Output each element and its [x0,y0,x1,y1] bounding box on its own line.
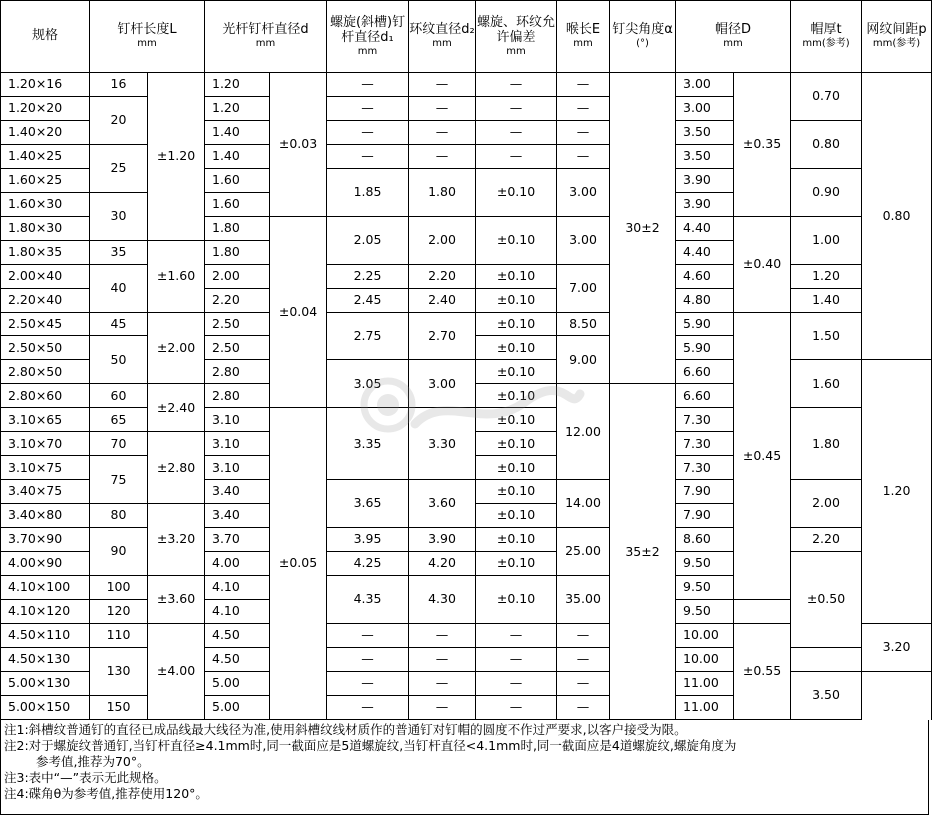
table-row [1,408,932,432]
d2-cell: — [409,695,476,719]
header-mesh-pitch: 网纹间距p mm(参考) [862,1,932,73]
length-cell: 16 [90,73,148,97]
tol-cell: — [476,647,557,671]
tol-cell: — [476,96,557,120]
d2-cell: 3.30 [409,408,476,480]
d2-cell: 2.00 [409,216,476,264]
spec-cell: 3.10×75 [1,456,90,480]
head-d-cell: 7.90 [676,480,734,504]
spec-cell: 2.20×40 [1,288,90,312]
header-spiral-diameter: 螺旋(斜槽)钉杆直径d₁ mm [327,1,409,73]
header-tip-angle: 钉尖角度α (°) [610,1,676,73]
head-d-cell: 7.30 [676,432,734,456]
d1-cell: — [327,695,409,719]
head-d-tol-cell: ±0.55 [734,623,791,719]
d-cell: 1.60 [205,192,270,216]
tol-cell: ±0.10 [476,408,557,432]
head-d-cell: 5.90 [676,336,734,360]
length-cell: 75 [90,456,148,504]
spec-cell: 1.80×30 [1,216,90,240]
length-tol-cell: ±3.20 [148,504,205,576]
d-cell: 1.40 [205,144,270,168]
d-cell: 4.10 [205,576,270,600]
length-cell: 130 [90,647,148,695]
d-cell: 3.10 [205,408,270,432]
throat-cell: 25.00 [557,528,610,576]
tol-cell: ±0.10 [476,504,557,528]
head-d-cell: 8.60 [676,528,734,552]
d2-cell: — [409,96,476,120]
head-d-cell: 9.50 [676,576,734,600]
d-cell: 4.50 [205,647,270,671]
d-cell: 4.00 [205,552,270,576]
head-d-cell: 10.00 [676,623,734,647]
throat-cell: — [557,73,610,97]
length-cell: 150 [90,695,148,719]
table-row [1,528,932,552]
spec-cell: 3.40×80 [1,504,90,528]
d2-cell: — [409,120,476,144]
d-cell: 3.40 [205,504,270,528]
d2-cell: — [409,623,476,647]
spec-cell: 3.70×90 [1,528,90,552]
head-t-cell: 1.50 [791,312,862,360]
head-d-cell: 3.90 [676,168,734,192]
head-d-cell: 3.90 [676,192,734,216]
head-t-cell: 2.00 [791,480,862,528]
d2-cell: 2.70 [409,312,476,360]
length-cell: 45 [90,312,148,336]
tol-cell: ±0.10 [476,360,557,384]
length-cell: 40 [90,264,148,312]
head-d-tol-cell: ±0.45 [734,312,791,599]
d1-cell: — [327,671,409,695]
throat-cell: — [557,96,610,120]
d-cell: 2.20 [205,288,270,312]
tol-cell: ±0.10 [476,168,557,216]
note-2-line-1: 注2:对于螺旋纹普通钉,当钉杆直径≥4.1mm时,同一截面应是5道螺旋纹,当钉杆直径<4.1mm时,同一截面应是4道螺旋纹,螺旋角度为 [4,738,737,753]
tol-cell: ±0.10 [476,456,557,480]
head-d-cell: 4.40 [676,216,734,240]
tol-cell: ±0.10 [476,552,557,576]
length-cell: 50 [90,336,148,384]
spec-cell: 5.00×130 [1,671,90,695]
throat-cell: — [557,671,610,695]
d2-cell: 2.40 [409,288,476,312]
head-d-cell: 3.00 [676,96,734,120]
length-cell: 110 [90,623,148,647]
head-t-cell: 1.80 [791,408,862,480]
d-cell: 4.50 [205,623,270,647]
d1-cell: 3.65 [327,480,409,528]
spec-cell: 2.50×50 [1,336,90,360]
throat-cell: 35.00 [557,576,610,624]
length-tol-cell: ±2.80 [148,432,205,504]
header-ring-diameter: 环纹直径d₂ mm [409,1,476,73]
length-tol-cell: ±4.00 [148,623,205,719]
length-cell: 20 [90,96,148,144]
length-cell: 100 [90,576,148,600]
tip-angle-cell: 35±2 [610,384,676,720]
throat-cell: — [557,623,610,647]
head-d-cell: 4.80 [676,288,734,312]
throat-cell: — [557,120,610,144]
table-body [1,73,932,720]
spec-cell: 1.40×25 [1,144,90,168]
tip-angle-cell: 30±2 [610,73,676,384]
d1-cell: — [327,96,409,120]
throat-cell: — [557,695,610,719]
d1-cell: — [327,623,409,647]
header-throat: 喉长E mm [557,1,610,73]
d-cell: 2.50 [205,336,270,360]
note-1: 注1:斜槽纹普通钉的直径已成品线最大线径为准,使用斜槽纹线材质作的普通钉对钉帽的圆度不作过严要求,以客户接受为限。 [4,722,687,737]
head-d-cell: 3.50 [676,120,734,144]
head-d-cell: 9.50 [676,599,734,623]
d1-cell: 3.95 [327,528,409,552]
throat-cell: — [557,144,610,168]
length-cell: 70 [90,432,148,456]
spec-cell: 1.60×30 [1,192,90,216]
note-3: 注3:表中“—”表示无此规格。 [4,770,167,785]
d-cell: 1.20 [205,73,270,97]
head-d-cell: 3.00 [676,73,734,97]
d-cell: 1.40 [205,120,270,144]
spec-cell: 5.00×150 [1,695,90,719]
mesh-p-cell: 0.80 [862,73,932,360]
length-cell: 25 [90,144,148,192]
note-2 [4,738,925,770]
head-d-cell: 6.60 [676,360,734,384]
notes-section [0,720,929,815]
d1-cell: — [327,647,409,671]
length-cell: 80 [90,504,148,528]
head-d-cell: 7.90 [676,504,734,528]
head-d-cell: 11.00 [676,695,734,719]
d-cell: 3.70 [205,528,270,552]
throat-cell: — [557,647,610,671]
length-cell: 35 [90,240,148,264]
head-t-cell: 1.60 [791,360,862,408]
d-cell: 1.80 [205,216,270,240]
spec-cell: 4.00×90 [1,552,90,576]
spec-cell: 2.50×45 [1,312,90,336]
d-cell: 5.00 [205,695,270,719]
header-length: 钉杆长度L mm [90,1,205,73]
d-cell: 5.00 [205,671,270,695]
head-t-cell: 2.20 [791,528,862,552]
head-t-cell: 1.00 [791,216,862,264]
length-cell: 90 [90,528,148,576]
d1-cell: 2.05 [327,216,409,264]
d2-cell: 4.20 [409,552,476,576]
tol-cell: — [476,73,557,97]
d-cell: 3.40 [205,480,270,504]
tol-cell: ±0.10 [476,336,557,360]
d1-cell: 3.35 [327,408,409,480]
tol-cell: ±0.10 [476,264,557,288]
head-t-cell: 0.90 [791,168,862,216]
table-row [1,264,932,288]
tol-cell: ±0.10 [476,288,557,312]
tol-cell: ±0.10 [476,576,557,624]
length-tol-cell: ±2.00 [148,312,205,384]
spec-cell: 2.80×50 [1,360,90,384]
d1-cell: 2.75 [327,312,409,360]
note-2-line-2: 参考值,推荐为70°。 [36,754,150,769]
tol-cell: — [476,671,557,695]
d-tol-cell: ±0.05 [270,408,327,720]
spec-cell: 3.40×75 [1,480,90,504]
tol-cell: — [476,144,557,168]
d1-cell: 4.35 [327,576,409,624]
d2-cell: 2.20 [409,264,476,288]
throat-cell: 12.00 [557,384,610,480]
length-cell: 65 [90,408,148,432]
d1-cell: — [327,73,409,97]
throat-cell: 14.00 [557,480,610,528]
length-cell: 120 [90,599,148,623]
head-t-cell: 1.40 [791,288,862,312]
d2-cell: — [409,73,476,97]
d-tol-cell: ±0.04 [270,216,327,408]
spec-cell: 3.10×65 [1,408,90,432]
d1-cell: — [327,144,409,168]
spec-cell: 1.80×35 [1,240,90,264]
d-cell: 1.20 [205,96,270,120]
tol-cell: ±0.10 [476,528,557,552]
head-d-cell: 10.00 [676,647,734,671]
length-tol-cell: ±3.60 [148,576,205,624]
spec-cell: 1.40×20 [1,120,90,144]
d-cell: 4.10 [205,599,270,623]
throat-cell: 8.50 [557,312,610,336]
mesh-p-cell: 1.20 [862,360,932,623]
spec-cell: 4.10×120 [1,599,90,623]
d2-cell: — [409,671,476,695]
spec-cell: 2.80×60 [1,384,90,408]
throat-cell: 7.00 [557,264,610,312]
spec-cell: 4.50×130 [1,647,90,671]
head-d-cell: 9.50 [676,552,734,576]
d2-cell: 1.80 [409,168,476,216]
d1-cell: 4.25 [327,552,409,576]
head-t-cell: 0.70 [791,73,862,121]
throat-cell: 9.00 [557,336,610,384]
spec-cell: 1.60×25 [1,168,90,192]
header-tolerance: 螺旋、环纹允许偏差 mm [476,1,557,73]
d1-cell: 2.45 [327,288,409,312]
d-cell: 3.10 [205,456,270,480]
spec-cell: 1.20×16 [1,73,90,97]
note-4: 注4:碟角θ为参考值,推荐使用120°。 [4,786,208,801]
head-d-cell: 5.90 [676,312,734,336]
head-d-tol-cell: ±0.50 [791,552,862,648]
spec-cell: 4.10×100 [1,576,90,600]
length-tol-cell: ±2.40 [148,384,205,432]
header-row [1,1,932,73]
tol-cell: — [476,120,557,144]
head-d-cell: 7.30 [676,408,734,432]
head-d-cell: 6.60 [676,384,734,408]
length-cell: 30 [90,192,148,240]
d1-cell: 2.25 [327,264,409,288]
d2-cell: 3.00 [409,360,476,408]
head-d-tol-cell: ±0.35 [734,73,791,217]
d-cell: 2.50 [205,312,270,336]
d-cell: 1.60 [205,168,270,192]
head-t-cell: 3.20 [862,623,932,671]
tol-cell: ±0.10 [476,480,557,504]
tol-cell: ±0.10 [476,384,557,408]
d2-cell: — [409,647,476,671]
d2-cell: 3.90 [409,528,476,552]
d1-cell: — [327,120,409,144]
spec-cell: 3.10×70 [1,432,90,456]
tol-cell: — [476,623,557,647]
tol-cell: ±0.10 [476,216,557,264]
head-t-cell: 0.80 [791,120,862,168]
spec-cell: 1.20×20 [1,96,90,120]
d1-cell: 1.85 [327,168,409,216]
table-row [1,647,932,671]
header-head-diameter: 帽径D mm [676,1,791,73]
d-cell: 1.80 [205,240,270,264]
d2-cell: 4.30 [409,576,476,624]
header-head-thickness: 帽厚t mm(参考) [791,1,862,73]
throat-cell: 3.00 [557,216,610,264]
d1-cell: 3.05 [327,360,409,408]
length-tol-cell: ±1.20 [148,73,205,241]
head-d-tol-cell: ±0.40 [734,216,791,312]
length-tol-cell: ±1.60 [148,240,205,312]
d-tol-cell: ±0.03 [270,73,327,217]
head-d-cell: 4.40 [676,240,734,264]
d-cell: 2.80 [205,360,270,384]
header-spec: 规格 [1,1,90,73]
d-cell: 2.00 [205,264,270,288]
head-t-cell: 3.50 [791,671,862,719]
head-d-cell: 7.30 [676,456,734,480]
tol-cell: ±0.10 [476,432,557,456]
throat-cell: 3.00 [557,168,610,216]
d-cell: 2.80 [205,384,270,408]
head-d-cell: 4.60 [676,264,734,288]
table-row [1,73,932,97]
head-d-cell: 11.00 [676,671,734,695]
spec-cell: 4.50×110 [1,623,90,647]
head-d-cell: 3.50 [676,144,734,168]
table-row [1,312,932,336]
d2-cell: — [409,144,476,168]
tol-cell: ±0.10 [476,312,557,336]
header-plain-diameter: 光杆钉杆直径d mm [205,1,327,73]
tol-cell: — [476,695,557,719]
length-cell: 60 [90,384,148,408]
head-t-cell: 1.20 [791,264,862,288]
d2-cell: 3.60 [409,480,476,528]
d-cell: 3.10 [205,432,270,456]
spec-cell: 2.00×40 [1,264,90,288]
